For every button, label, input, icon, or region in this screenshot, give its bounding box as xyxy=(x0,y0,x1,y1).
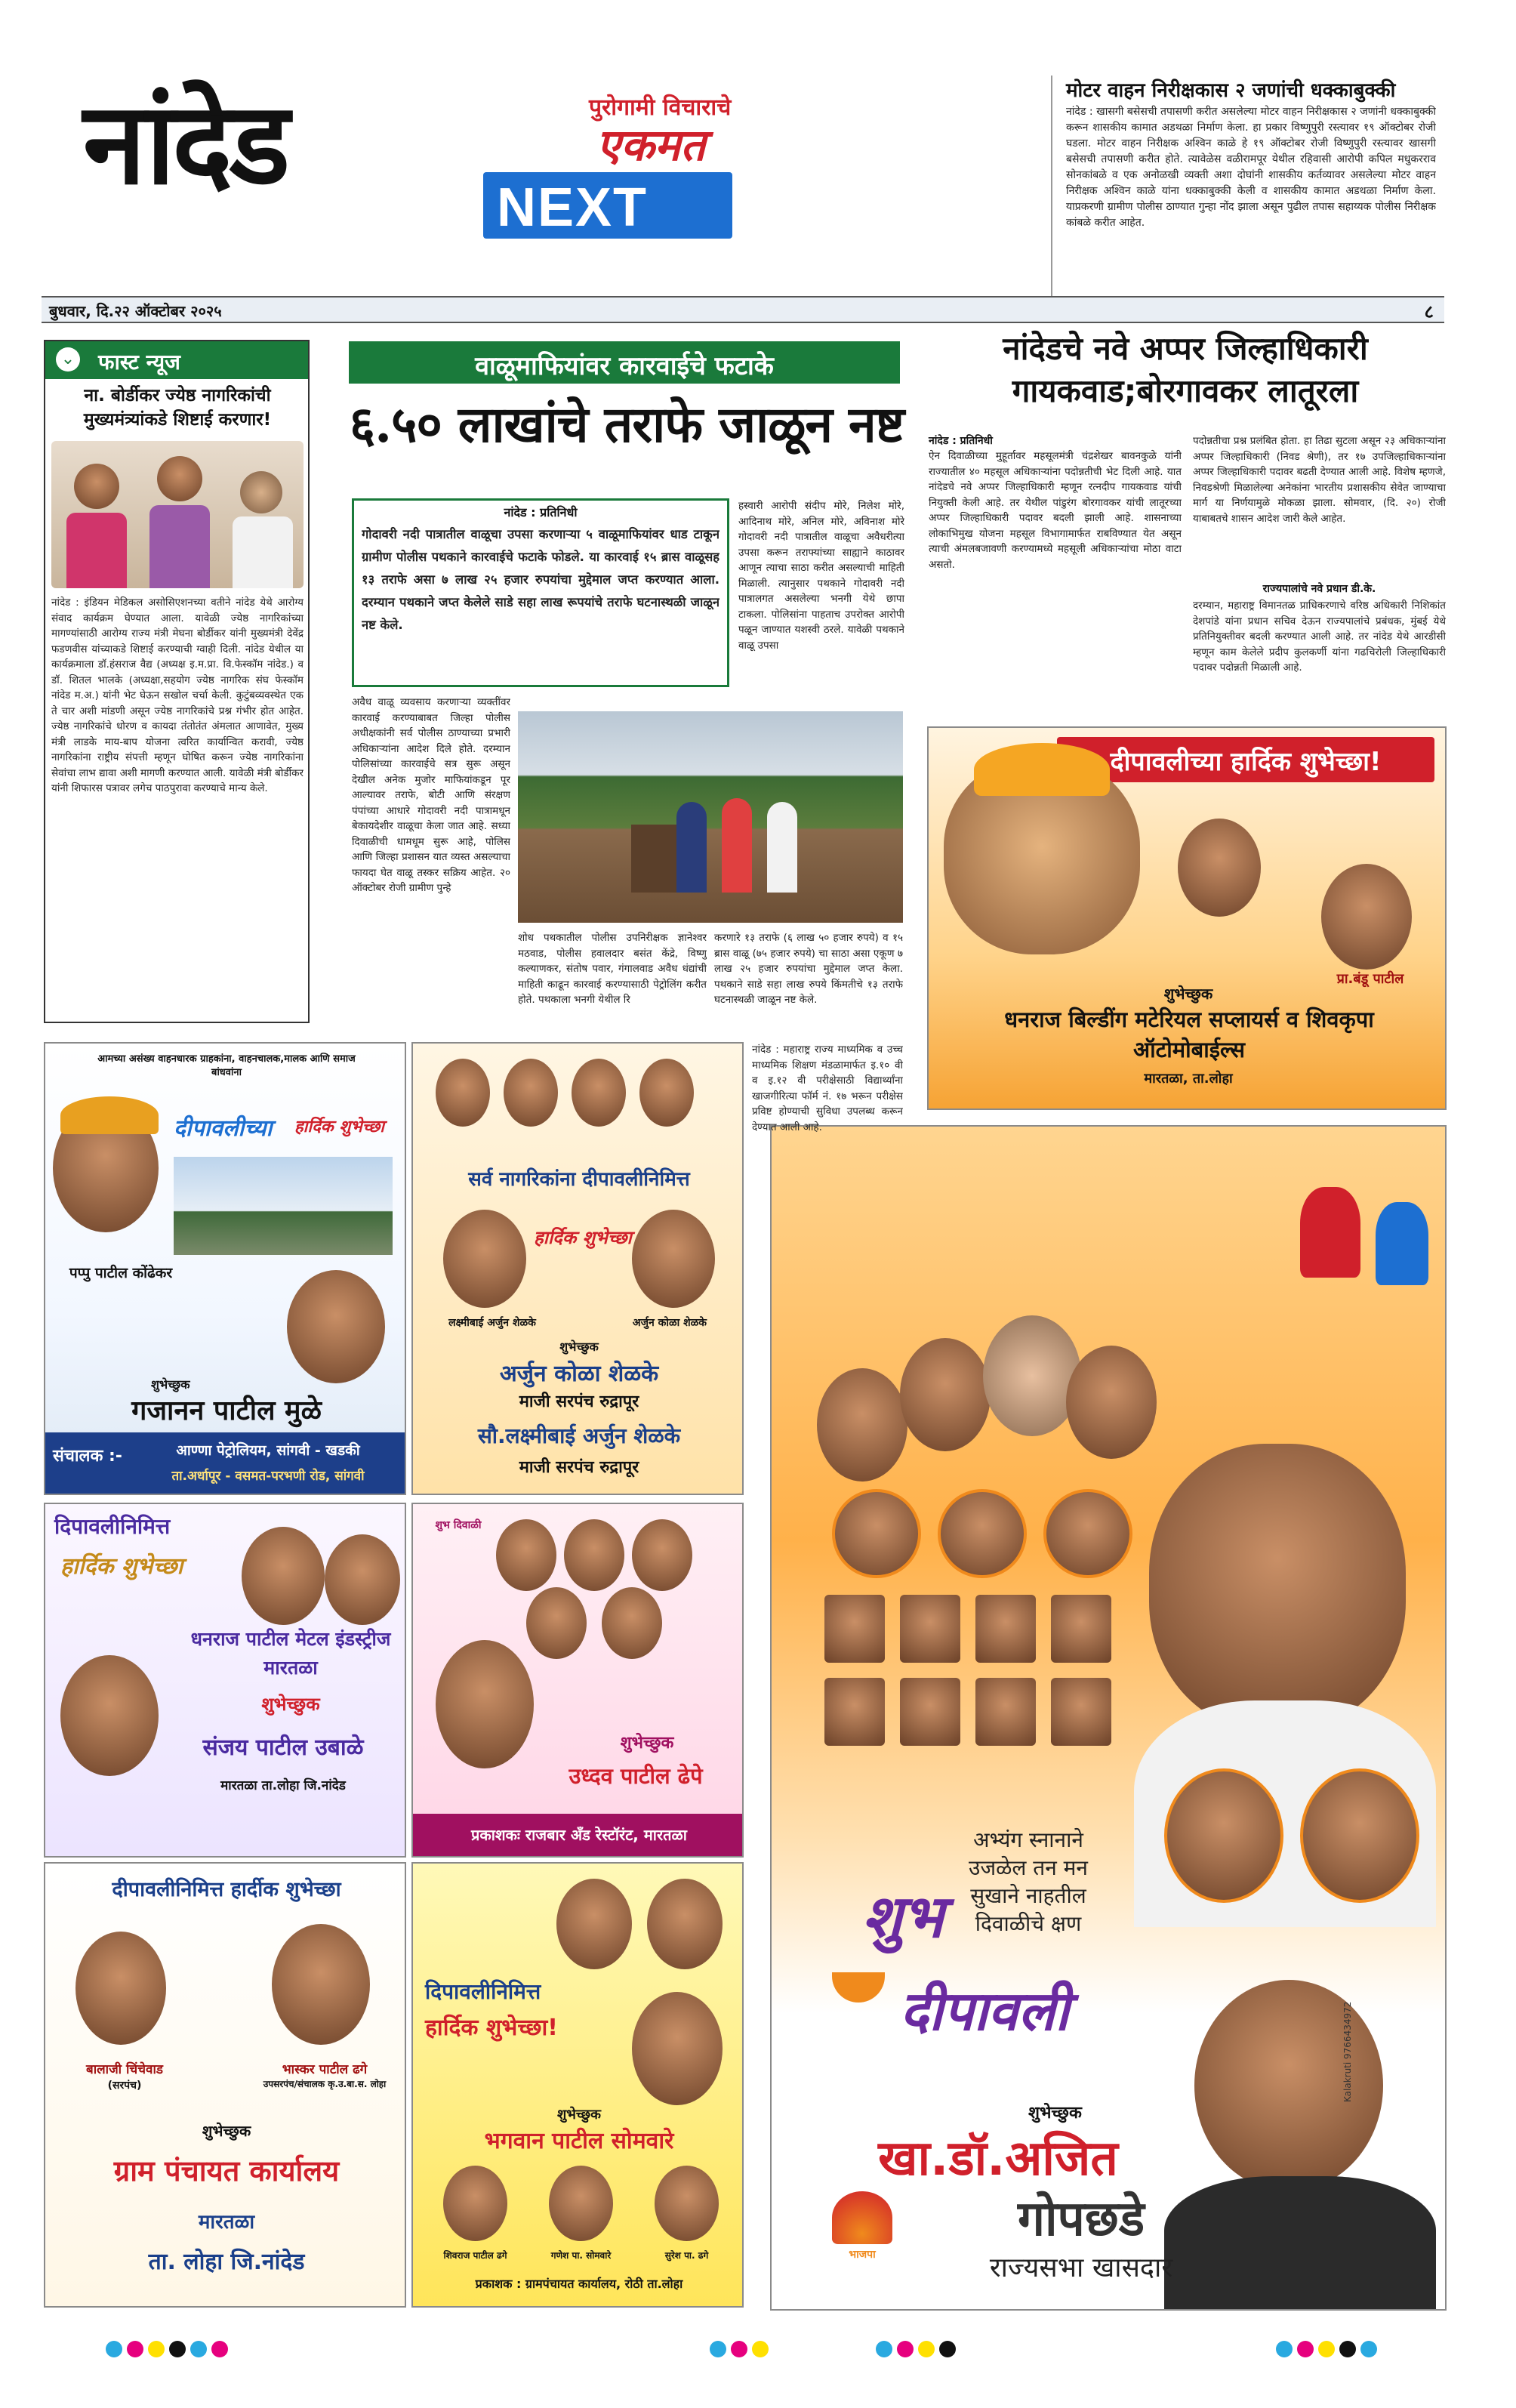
right-byline: नांदेड : प्रतिनिधी xyxy=(929,435,993,447)
ad-bjp-line4: दिवाळीचे क्षण xyxy=(975,1911,1082,1936)
ad-shivaji-greeting: दीपावलीच्या हार्दिक शुभेच्छा! xyxy=(1110,747,1382,777)
person-portrait xyxy=(526,1587,587,1659)
person-portrait xyxy=(436,1640,534,1768)
person-portrait xyxy=(496,1519,556,1591)
masthead-title: नांदेड xyxy=(83,77,288,210)
ad-dhepe-greet: शुभ दिवाळी xyxy=(435,1519,482,1531)
ad-somvare-publisher: प्रकाशक : ग्रामपंचायत कार्यालय, रोठी ता.लोहा xyxy=(475,2277,683,2291)
top-right-headline: मोटर वाहन निरीक्षकास २ जणांची धक्काबुक्की xyxy=(1066,79,1396,102)
lead-intro: गोदावरी नदी पात्रातील वाळूचा उपसा करणाऱ्या ५ वाळूमाफियांवर धाड टाकून ग्रामीण पोलीस पथकाने कारवाईचे फटाके फोडले. या कारवाई १५ ब्रास वाळूसह १३ तराफे असा ७ लाख २५ हजार रुपयांचा मुद्देमाल जप्त करण्यात आला. दरम्यान पथकाने जप्त केलेले साडे सहा लाख रूपयांचे तराफे घटनास्थळी जाळून नष्ट केले. xyxy=(362,527,719,632)
person-portrait xyxy=(1300,1768,1419,1903)
ad-somvare-p3: सुरेश पा. ढगे xyxy=(664,2250,709,2261)
lead-headline: ६.५० लाखांचे तराफे जाळून नष्ट xyxy=(349,395,904,454)
ad-shelke-t1: माजी सरपंच रुद्रापूर xyxy=(519,1392,639,1411)
person-portrait xyxy=(1178,819,1261,917)
ad-gram-p2t: उपसरपंच/संचालक कृ.उ.बा.स. लोहा xyxy=(263,2079,387,2089)
fast-news-box xyxy=(44,340,310,1023)
ad-shelke-headline: सर्व नागरिकांना दीपावलीनिमित्त xyxy=(468,1168,690,1191)
right-headline-2: गायकवाड;बोरगावकर लातूरला xyxy=(1012,372,1359,409)
person-portrait xyxy=(272,1924,370,2045)
ad-gopchhade xyxy=(770,1125,1447,2311)
petrol-pump-photo xyxy=(174,1157,393,1255)
ad-somvare-top: दिपावलीनिमित्त xyxy=(425,1979,541,2004)
ad-shivaji-name: धनराज बिल्डींग मटेरियल सप्लायर्स व शिवकृपा ऑटोमोबाईल्स xyxy=(1004,1007,1374,1062)
ad-pappu-top: आमच्या असंख्य वाहनधारक ग्राहकांना, वाहनचालक,मालक आणि समाज बांधवांना xyxy=(97,1053,356,1078)
person-portrait xyxy=(655,2166,719,2241)
ad-dhanraj-from: शुभेच्छुक xyxy=(261,1694,320,1715)
ad-shelke-t2: माजी सरपंच रुद्रापूर xyxy=(519,1458,639,1477)
ad-somvare-p1: शिवराज पाटील ढगे xyxy=(443,2250,507,2261)
registration-marks-left xyxy=(106,2341,302,2363)
lead-small-note: नांदेड : महाराष्ट्र राज्य माध्यमिक व उच्च माध्यमिक शिक्षण मंडळामार्फत इ.१० वी व इ.१२ वी परीक्षेसाठी विद्यार्थ्यांना खाजगीरित्या फॉर्म नं. १७ भरून परीक्षेस प्रविष्ट होण्याची सुविधा उपलब्ध करून देण्यात आली आहे. xyxy=(752,1044,903,1133)
ad-somvare-p2: गणेश पा. सोमवारे xyxy=(550,2250,612,2261)
fast-news-body: नांदेड : इंडियन मेडिकल असोसिएशनच्या वतीने नांदेड येथे आरोग्य संवाद कार्यक्रम घेण्यात आला. यावेळी ज्येष्ठ नागरिकांच्या मागण्यांसाठी आरोग्य राज्य मंत्री मेघना बोर्डीकर यांनी मुख्यमंत्री देवेंद्र फडणवीस यांच्याकडे शिष्टाई करण्याची ग्वाही दिली. नांदेड येथील या कार्यक्रमाला डॉ.हंसराज वैद्य (अध्यक्ष इ.म.प्रा. वि.फेस्कॉम नांदेड.) व डॉ. शितल भालके (अध्यक्षा,सहयोग ज्येष्ठ नागरिक संघ फेस्कॉम नांदेड म.अ.) यांनी भेट घेऊन सखोल चर्चा केली. कुटुंबव्यवस्थेत एक ते चार अशी मांडणी असून ज्येष्ठ नागरिकांचे प्रश्न गंभीर होत आहेत. ज्येष्ठ नागरिकांचे धोरण व कायदा तंतोतंत अंमलात आणावेत, मुख्य मंत्री लाडके माय-बाप योजना त्वरित कार्यान्वित करावी, ज्येष्ठ नागरिकांना राष्ट्रीय संपत्ती म्हणून घोषित करून ज्येष्ठ नागरिकांना सेवांचा लाभ द्यावा अशी मागणी करण्यात आली. यावेळी मंत्री बोर्डीकर यांनी शिफारस पत्रावर लगेच पाठपुरावा करण्याचे मान्य केले. xyxy=(51,597,304,794)
ad-gram-from: शुभेच्छुक xyxy=(202,2122,251,2140)
person-portrait xyxy=(443,1210,526,1308)
person-portrait xyxy=(572,1059,626,1127)
ad-somvare-from: शुभेच्छुक xyxy=(557,2107,601,2123)
ad-bjp-dipavali: दीपावली xyxy=(900,1979,1069,2043)
person-portrait xyxy=(443,2166,507,2241)
ad-gram-p1: बालाजी चिंचेवाड xyxy=(86,2062,163,2077)
ad-pappu-addr: ता.अर्धापूर - वसमत-परभणी रोड, सांगवी xyxy=(171,1469,365,1484)
page-number: ८ xyxy=(1424,301,1434,322)
right-col-b: पदोन्नतीचा प्रश्न प्रलंबित होता. हा तिढा सुटला असून २३ अधिकाऱ्यांना अप्पर जिल्हाधिकारी (निवड श्रेणी), तर १७ उपजिल्हाधिकाऱ्यांना अप्पर जिल्हाधिकारी पदावर बढती देण्यात आली आहे. विशेष म्हणजे, निवडश्रेणी मिळालेल्या अनेकांना भारतीय प्रशासकीय सेवेत जाण्याचा मार्ग या निर्णयामुळे मोकळा झाला. सोमवार, (दि. २०) रोजी याबाबतचे शासन आदेश जारी केले आहेत. xyxy=(1193,435,1446,525)
person-portrait xyxy=(900,1338,991,1451)
masthead-tagline: पुरोगामी विचाराचे xyxy=(589,94,732,121)
person-portrait xyxy=(938,1489,1027,1578)
person-portrait xyxy=(242,1527,325,1625)
ad-shivaji-person: प्रा.बंडू पाटील xyxy=(1336,971,1404,987)
person-portrait xyxy=(632,1992,723,2105)
ad-bjp-title: राज्यसभा खासदार xyxy=(989,2252,1173,2283)
person-portrait xyxy=(287,1270,385,1383)
diya-icon xyxy=(832,1972,885,2003)
ad-dhanraj-top: दिपावलीनिमित्त xyxy=(54,1514,171,1539)
ad-shelke-from: शुभेच्छुक xyxy=(559,1340,599,1354)
ad-somvare xyxy=(411,1862,744,2308)
person-portrait xyxy=(504,1059,558,1127)
person-portrait xyxy=(1194,1980,1383,2191)
lead-col-a: अवैध वाळू व्यवसाय करणाऱ्या व्यक्तींवर कारवाई करण्याबाबत जिल्हा पोलीस अधीक्षकांनी सर्व पोलीस ठाण्याच्या प्रभारी अधिकाऱ्यांना आदेश दिले होते. दरम्यान पोलिसांच्या कारवाईचे सत्र सुरू असून देखील अनेक मुजोर माफियांकडून पूर आल्यावर तराफे, बोटी आणि संरक्षण पंपांच्या आधारे गोदावरी नदी पात्रामधून बेकायदेशीर वाळूचा केला जात आहे. सध्या दिवाळीची धामधूम सुरू आहे, पोलिस आणि जिल्हा प्रशासन यात व्यस्त असल्याचा फायदा घेत वाळू तस्कर सक्रिय आहेत. २० ऑक्टोबर रोजी ग्रामीण पुन्हे xyxy=(352,696,510,894)
ad-dhepe-publisher: प्रकाशकः राजबार अँड रेस्टॉरंट, मारतळा xyxy=(471,1826,687,1844)
ad-shelke-n1: अर्जुन कोळा शेळके xyxy=(499,1361,659,1387)
ad-somvare-greet: हार्दिक शुभेच्छा! xyxy=(425,2015,558,2041)
lead-photo xyxy=(518,711,903,923)
person-portrait xyxy=(832,1489,921,1578)
lead-intro-box xyxy=(352,498,729,687)
ad-bjp-party: भाजपा xyxy=(849,2249,876,2261)
person-portrait xyxy=(983,1315,1081,1436)
ad-shivaji-place: मारतळा, ता.लोहा xyxy=(1144,1071,1233,1087)
ad-pappu-greet2: हार्दिक शुभेच्छा xyxy=(294,1118,384,1136)
ad-dhanraj-greet: हार्दिक शुभेच्छा xyxy=(60,1553,183,1580)
ad-pappu-from: शुभेच्छुक xyxy=(151,1377,190,1392)
masthead-brand: एकमत xyxy=(596,119,706,171)
ad-bjp-name1: खा.डॉ.अजित xyxy=(878,2131,1118,2187)
ad-bjp-credit: Kalakruti 9766434972 xyxy=(1342,2001,1353,2102)
ad-shelke-p1: लक्ष्मीबाई अर्जुन शेळके xyxy=(448,1317,536,1329)
ad-pappu-label: संचालक :- xyxy=(53,1447,122,1466)
ad-gram-place: मारतळा xyxy=(198,2211,255,2234)
registration-mark-center xyxy=(710,2341,800,2363)
person-portrait xyxy=(602,1587,662,1659)
ad-shivaji-from: शुभेच्छुक xyxy=(1163,985,1213,1003)
ad-shelke-p2: अर्जुन कोळा शेळके xyxy=(632,1317,707,1329)
fast-news-photo xyxy=(51,441,304,588)
person-portrait xyxy=(549,2166,613,2241)
right-col-b2: दरम्यान, महाराष्ट्र विमानतळ प्राधिकरणाचे वरिष्ठ अधिकारी निशिकांत देशपांडे यांना प्रधान सचिव देऊन राज्यपालांचे प्रबंधक, मुंबई येथे प्रतिनियुक्तीवर बदली करण्यात आली आहे. तर नांदेड येथे आरडीसी म्हणून काम केलेले प्रदीप कुलकर्णी यांना गढचिरोली जिल्हाधिकारी पदावर पदोन्नती मिळाली आहे. xyxy=(1193,600,1446,674)
ad-gram-p2: भास्कर पाटील ढगे xyxy=(282,2062,368,2077)
ad-dhanraj-company: धनराज पाटील मेटल इंडस्ट्रीज मारतळा xyxy=(190,1628,391,1679)
ad-somvare-name: भगवान पाटील सोमवारे xyxy=(484,2128,674,2154)
person-portrait xyxy=(436,1059,490,1127)
person-portrait xyxy=(639,1059,694,1127)
person-portrait xyxy=(632,1210,715,1308)
ad-shelke-greet: हार्दिक शुभेच्छा xyxy=(534,1227,632,1248)
person-portrait xyxy=(75,1932,166,2045)
dateline-bar xyxy=(42,296,1444,323)
ad-shelke-n2: सौ.लक्ष्मीबाई अर्जुन शेळके xyxy=(477,1423,681,1448)
ad-pappu-patil xyxy=(44,1042,406,1495)
lead-byline: नांदेड : प्रतिनिधी xyxy=(504,505,578,520)
top-right-body: नांदेड : खासगी बसेसची तपासणी करीत असलेल्या मोटर वाहन निरीक्षकास २ जणांनी धक्काबुक्की करून शासकीय कामात अडथळा निर्माण केला. हा प्रकार विष्णुपुरी रस्त्यावर १९ ऑक्टोबर रोजी घडला. मोटर वाहन निरीक्षक अश्विन काळे हे १९ ऑक्टोबर रोजी विष्णुपुरी रस्त्यावर खासगी बसेसची तपासणी करीत होते. त्यावेळेस वळीरामपूर येथील रहिवासी आरोपी कपिल मधुकरराव सोनकांबळे व एक अनोळखी व्यक्ती अशा दोघांनी शासकीय कर्तव्यावर असलेल्या मोटर वाहन निरीक्षक अश्विन काळे यांना धक्काबुक्की केली व शासकीय कामात अडथळा निर्माण केला. याप्रकरणी ग्रामीण पोलीस ठाण्यात गुन्हा नोंद झाला असून पुढील तपास सहाय्यक पोलीस निरीक्षक कांबळे करीत आहेत. xyxy=(1066,106,1436,229)
lead-col-right: हस्वारी आरोपी संदीप मोरे, निलेश मोरे, आदिनाथ मोरे, अनिल मोरे, अविनाश मोरे गोदावरी नदी पात्रातील वाळूचा अवैधरीत्या उपसा करून तराफ्यांच्या साह्याने काठावर आणून त्याचा साठा करीत असल्याची माहिती मिळाली. त्यानुसार पथकाने गोदावरी नदी पात्रालगत असलेल्या भनगी येथे छापा टाकला. पोलिसांना पाहताच उपरोक्त आरोपी पळून जाण्यात यशस्वी ठरले. यावेळी पथकाने वाळू उपसा xyxy=(738,500,904,652)
registration-marks-mid-right xyxy=(876,2341,1042,2363)
lotus-icon xyxy=(832,2191,892,2244)
ad-dhanraj-name: संजय पाटील उबाळे xyxy=(202,1734,364,1761)
registration-marks-right xyxy=(1276,2341,1442,2363)
ad-pappu-greet1: दीपावलीच्या xyxy=(174,1115,273,1142)
lead-col-c: करणारे १३ तराफे (६ लाख ५० हजार रुपये) व १५ ब्रास वाळू (७५ हजार रुपये) चा साठा असा एकूण ७ लाख २५ हजार रुपयांचा मुद्देमाल जप्त केला. पथकाने साडे सहा लाख रुपये किंमतीचे १३ तराफे घटनास्थळी जाळून नष्ट केले. xyxy=(714,932,903,1006)
person-portrait xyxy=(1164,1768,1283,1903)
fast-news-headline: ना. बोर्डीकर ज्येष्ठ नागरिकांची मुख्यमंत्र्यांकडे शिष्टाई करणार! xyxy=(83,386,272,430)
ad-pappu-shop: आण्णा पेट्रोलियम, सांगवी - खडकी xyxy=(176,1442,360,1459)
top-right-story xyxy=(1051,76,1444,302)
right-headline-1: नांदेडचे नवे अप्पर जिल्हाधिकारी xyxy=(1003,330,1368,367)
right-col-a: ऐन दिवाळीच्या मुहूर्तावर महसूलमंत्री चंद्रशेखर बावनकुळे यांनी राज्यातील ४० महसूल अधिकाऱ्यांना पदोन्नतीची भेट दिली आहे. यात नांदेडचे नवे अप्पर जिल्हाधिकारी म्हणून रत्नदीप गायकवाड यांची नियुक्ती केली आहे. तर येथील पांडुरंग बोरगावकर यांची लातूरच्या अप्पर जिल्हाधिकारी पदावर बदली झाली आहे. शासनाच्या लोकाभिमुख योजना महसूल विभागामार्फत राबविण्यात येत असून त्याची अंमलबजावणी करण्यामध्ये महसूली अधिकाऱ्यांचा मोठा वाटा असतो. xyxy=(929,450,1182,571)
lantern-icon xyxy=(1300,1187,1360,1278)
ad-gram-p1t: (सरपंच) xyxy=(107,2080,142,2092)
ad-shelke xyxy=(411,1042,744,1495)
person-portrait xyxy=(647,1879,723,1969)
ad-bjp-shubh: शुभ xyxy=(862,1883,944,1951)
ad-gram-name: ग्राम पंचायत कार्यालय xyxy=(113,2154,340,2188)
ad-gram-headline: दीपावलीनिमित्त हार्दीक शुभेच्छा xyxy=(112,1878,341,1901)
ad-dhanraj-metal xyxy=(44,1503,406,1858)
lead-col-b: शोध पथकातील पोलीस उपनिरीक्षक ज्ञानेश्वर मठवाड, पोलीस हवालदार बसंत केंद्रे, विष्णु कल्याणकर, संतोष पवार, गंगालवाड अवैध धंद्यांची माहिती काढून कारवाई करण्यासाठी पेट्रोलिंग करीत होते. पथकाला भनगी येथील रि xyxy=(518,932,707,1006)
ad-gram-district: ता. लोहा जि.नांदेड xyxy=(148,2249,305,2275)
ad-bjp-line3: सुखाने नाहतील xyxy=(970,1883,1086,1908)
person-portrait xyxy=(60,1655,159,1776)
person-portrait xyxy=(1043,1489,1132,1578)
fast-news-header: ⌄ फास्ट न्यूज xyxy=(45,341,308,379)
person-portrait xyxy=(564,1519,624,1591)
ad-dhepe-name: उध्दव पाटील ढेपे xyxy=(568,1763,703,1789)
ad-bjp-line1: अभ्यंग स्नानाने xyxy=(973,1827,1083,1852)
person-portrait xyxy=(817,1368,907,1481)
ad-dhepe xyxy=(411,1503,744,1858)
chevron-down-icon: ⌄ xyxy=(56,347,80,372)
ad-shivaji-dhanraj xyxy=(927,726,1447,1110)
person-portrait xyxy=(556,1879,632,1969)
person-portrait xyxy=(1149,1444,1406,1731)
ad-dhepe-from: शुभेच्छुक xyxy=(620,1734,674,1753)
ad-pappu-person: पप्पु पाटील कोंढेकर xyxy=(69,1265,173,1281)
ad-bjp-from: शुभेच्छुक xyxy=(1028,2104,1082,2123)
ad-bjp-name2: गोपछडे xyxy=(1017,2191,1145,2247)
person-portrait xyxy=(1321,864,1412,970)
masthead-next-logo: NEXT xyxy=(483,172,732,239)
ad-pappu-name: गजानन पाटील मुळे xyxy=(131,1395,322,1426)
right-subhead: राज्यपालांचे नवे प्रधान डी.के. xyxy=(1262,583,1376,595)
lantern-icon xyxy=(1376,1202,1428,1285)
lead-kicker: वाळूमाफियांवर कारवाईचे फटाके xyxy=(349,341,900,384)
ad-bjp-line2: उजळेल तन मन xyxy=(969,1855,1088,1880)
ad-dhanraj-place: मारतळा ता.लोहा जि.नांदेड xyxy=(220,1778,346,1793)
portrait-grid xyxy=(817,1587,1134,1753)
dateline-date: बुधवार, दि.२२ ऑक्टोबर २०२५ xyxy=(49,302,222,320)
person-portrait xyxy=(632,1519,692,1591)
ad-gram-panchayat xyxy=(44,1862,406,2308)
person-portrait xyxy=(1066,1346,1157,1459)
person-portrait xyxy=(325,1534,400,1625)
